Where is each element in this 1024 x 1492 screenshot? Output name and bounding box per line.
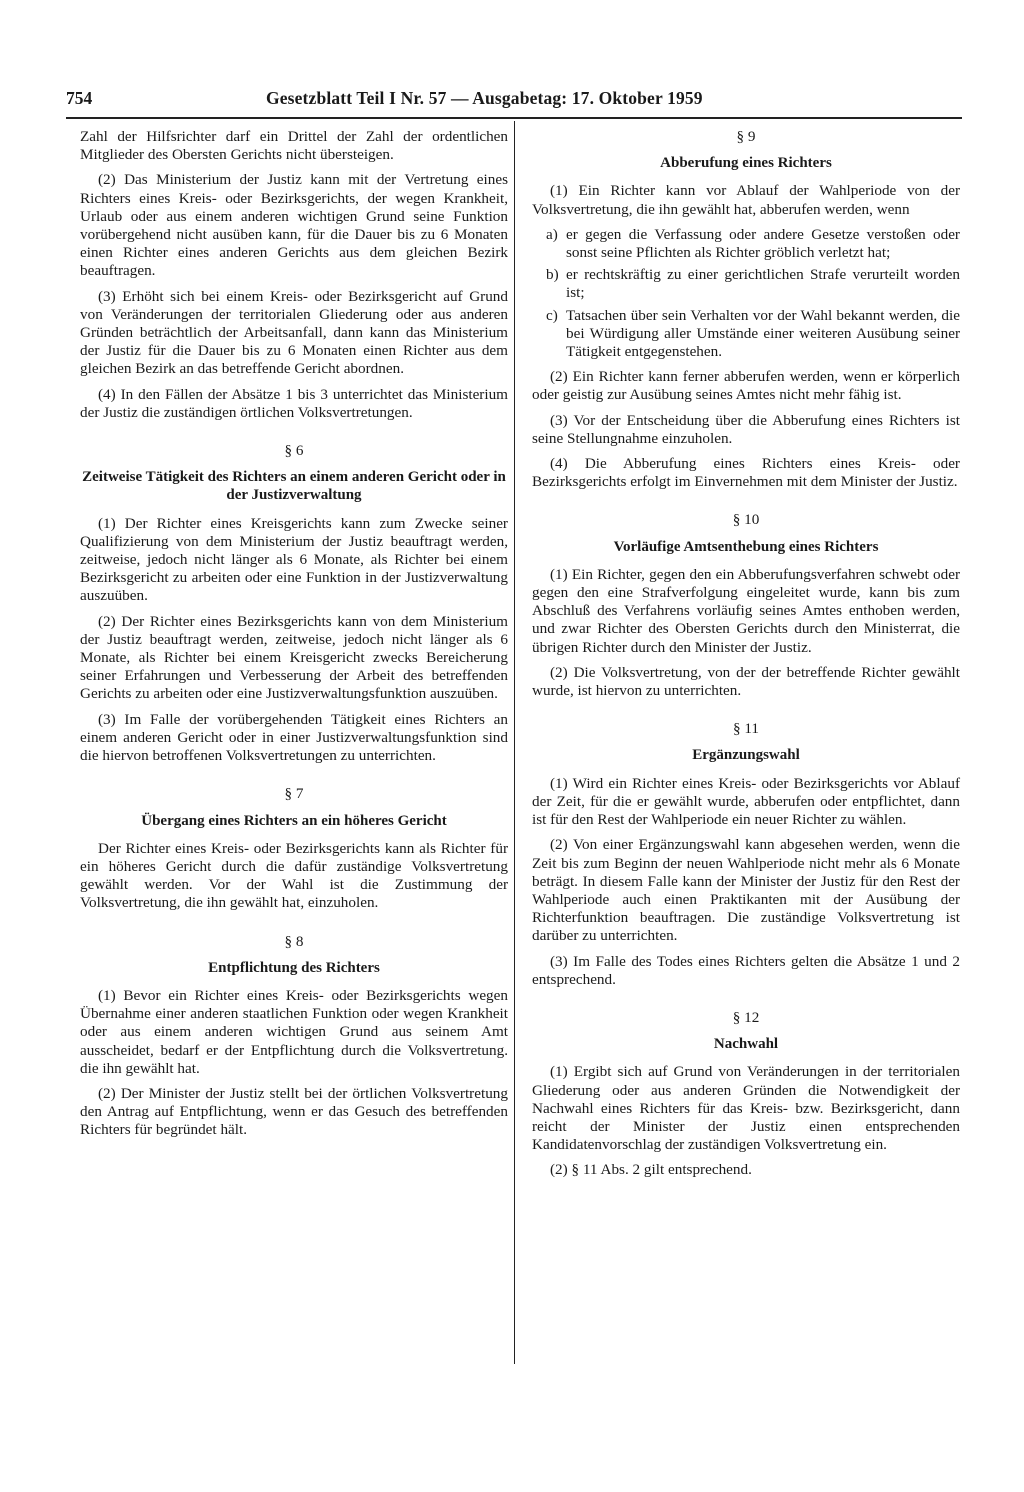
paragraph: (3) Erhöht sich bei einem Kreis- oder Bezirksgericht auf Grund von Veränderungen der territorialen Gliederung oder aus anderen Gründen beträchtlich der Arbeitsanfall, dann kann das Ministerium der Justiz für die Dauer bis zu 6 Monaten einen Richter aus dem gleichen Bezirk an das betreffende Gericht abordnen.: [80, 287, 508, 378]
section-title: Übergang eines Richters an ein höheres Gericht: [141, 812, 447, 829]
left-column: [80, 128, 508, 1147]
paragraph: (1) Der Richter eines Kreisgerichts kann zum Zwecke seiner Qualifizierung von dem Ministerium der Justiz beauftragt werden, zeitweise, jedoch nicht länger als 6 Monate, als Richter bei einem Bezirksgericht zu arbeiten oder eine Funktion in der Justizverwaltung auszuüben.: [80, 514, 508, 605]
paragraph: (3) Im Falle der vorübergehenden Tätigkeit eines Richters an einem anderen Gericht oder in einer Justizverwaltungsfunktion sind die hiervon betroffenen Volksvertretungen zu unterrichten.: [80, 710, 508, 765]
right-column: [532, 128, 960, 1187]
list-item-text: Tatsachen über sein Verhalten vor der Wahl bekannt werden, die bei Würdigung aller Umstände einer weiteren Ausübung seiner Tätigkeit entgegenstehen.: [566, 306, 960, 361]
paragraph: Der Richter eines Kreis- oder Bezirksgerichts kann als Richter für ein höheres Gericht durch die dafür zuständige Volksvertretung gewählt werden. Vor der Wahl ist die Zustimmung der Volksvertretung, die ihn gewählt hat, einzuholen.: [80, 839, 508, 912]
page-header: [66, 88, 766, 109]
section-title: Vorläufige Amtsenthebung eines Richters: [613, 538, 879, 555]
list-item-text: er rechtskräftig zu einer gerichtlichen Strafe verurteilt worden ist;: [566, 266, 960, 302]
section-title: Ergänzungswahl: [692, 747, 800, 764]
paragraph: (2) Ein Richter kann ferner abberufen werden, wenn er körperlich oder geistig zur Ausübung seines Amtes nicht mehr fähig ist.: [532, 368, 960, 404]
paragraph: (2) Das Ministerium der Justiz kann mit der Vertretung eines Richters eines Kreis- oder Bezirksgerichts, der wegen Krankheit, Urlaub oder aus einem anderen wichtigen Grund seine Funktion vorübergehend nicht ausüben kann, für die Dauer bis zu 6 Monaten einen Richter eines anderen Gerichts aus dem gleichen Bezirk beauftragen.: [80, 171, 508, 280]
paragraph: (1) Ergibt sich auf Grund von Veränderungen in der territorialen Gliederung oder aus anderen Gründen die Notwendigkeit der Nachwahl eines Richters für das Kreis- bzw. Bezirksgericht, dann reicht der Minister der Justiz einen entsprechenden Kandidatenvorschlag der zuständigen Volksvertretung ein.: [532, 1063, 960, 1154]
paragraph: (2) Der Minister der Justiz stellt bei der örtlichen Volksvertretung den Antrag auf Entpflichtung, wenn er das Gesuch des betreffenden Richters für begründet hält.: [80, 1084, 508, 1139]
enumeration-list: [532, 226, 960, 361]
paragraph: (2) Die Volksvertretung, von der der betreffende Richter gewählt wurde, ist hiervon zu unterrichten.: [532, 663, 960, 700]
paragraph: (3) Im Falle des Todes eines Richters gelten die Absätze 1 und 2 entsprechend.: [532, 952, 960, 988]
section-number: § 11: [732, 720, 759, 738]
continued-paragraph: Zahl der Hilfsrichter darf ein Drittel der Zahl der ordentlichen Mitglieder des Obersten Gerichts nicht übersteigen.: [80, 128, 508, 164]
list-item-label: c): [546, 306, 558, 324]
list-item-text: er gegen die Verfassung oder andere Gesetze verstoßen oder sonst seine Pflichten als Richter gröblich verletzt hat;: [566, 225, 960, 262]
paragraph: (2) Der Richter eines Bezirksgerichts kann von dem Ministerium der Justiz beauftragt werden, zeitweise, jedoch nicht länger als 6 Monate, als Richter bei einem Kreisgericht zwecks Bereicherung seiner Erfahrungen und Verbesserung der Arbeit des betreffenden Gerichts zu arbeiten oder eine Justizverwaltungsfunktion auszuüben.: [80, 612, 508, 703]
header-rule: [66, 117, 962, 119]
section-title: Nachwahl: [713, 1036, 779, 1053]
running-title: Gesetzblatt Teil I Nr. 57 — Ausgabetag: 17. Oktober 1959: [266, 88, 703, 108]
list-item: [532, 226, 960, 262]
paragraph: (3) Vor der Entscheidung über die Abberufung eines Richters ist seine Stellungnahme einzuholen.: [532, 411, 960, 447]
page-number: 754: [66, 88, 93, 108]
section-title: Zeitweise Tätigkeit des Richters an einem anderen Gericht oder in der Justizverwaltung: [82, 469, 506, 504]
paragraph: (4) In den Fällen der Absätze 1 bis 3 unterrichtet das Ministerium der Justiz die zuständigen örtlichen Volksvertretungen.: [80, 385, 508, 421]
paragraph: (1) Ein Richter, gegen den ein Abberufungsverfahren schwebt oder gegen den eine Strafverfolgung eingeleitet wurde, kann bis zum Abschluß des Verfahrens vorläufig seines Amtes enthoben werden, und zwar Richter des Obersten Gerichts durch den Ministerrat, die übrigen Richter durch den Minister der Justiz.: [532, 565, 960, 656]
section-title: Abberufung eines Richters: [660, 155, 832, 172]
paragraph: (2) § 11 Abs. 2 gilt entsprechend.: [550, 1161, 752, 1179]
paragraph: (2) Von einer Ergänzungswahl kann abgesehen werden, wenn die Zeit bis zum Beginn der neuen Wahlperiode nicht mehr als 6 Monate beträgt. In diesem Falle kann der Minister der Justiz für den Rest der Wahlperiode auch einen Praktikanten mit der Ausübung der Richterfunktion beauftragen. Die zuständige Volksvertretung ist darüber zu unterrichten.: [532, 836, 960, 945]
list-item-label: a): [546, 225, 558, 243]
section-number: § 6: [284, 442, 304, 460]
paragraph: (1) Ein Richter kann vor Ablauf der Wahlperiode von der Volksvertretung, die ihn gewählt hat, abberufen werden, wenn: [532, 182, 960, 218]
section-title: Entpflichtung des Richters: [208, 959, 380, 976]
section-number: § 10: [732, 511, 760, 529]
section-number: § 9: [736, 128, 756, 145]
section-number: § 7: [284, 785, 304, 803]
list-item: [532, 266, 960, 302]
paragraph: (1) Bevor ein Richter eines Kreis- oder Bezirksgerichts wegen Übernahme einer anderen staatlichen Funktion oder wegen Krankheit oder aus einem anderen wichtigen Grund aus seinem Amt ausscheidet, bedarf er der Entpflichtung durch die Volksvertretung. die ihn gewählt hat.: [80, 986, 508, 1077]
section-number: § 8: [284, 932, 304, 950]
list-item: [532, 307, 960, 362]
section-number: § 12: [732, 1008, 760, 1026]
paragraph: (4) Die Abberufung eines Richters eines Kreis- oder Bezirksgerichts erfolgt im Einvernehmen mit dem Minister der Justiz.: [532, 455, 960, 491]
list-item-label: b): [546, 266, 559, 284]
paragraph: (1) Wird ein Richter eines Kreis- oder Bezirksgerichts vor Ablauf der Zeit, für die er gewählt wurde, abberufen oder entpflichtet, dann ist für den Rest der Wahlperiode ein neuer Richter zu wählen.: [532, 774, 960, 829]
column-divider: [514, 121, 515, 1364]
